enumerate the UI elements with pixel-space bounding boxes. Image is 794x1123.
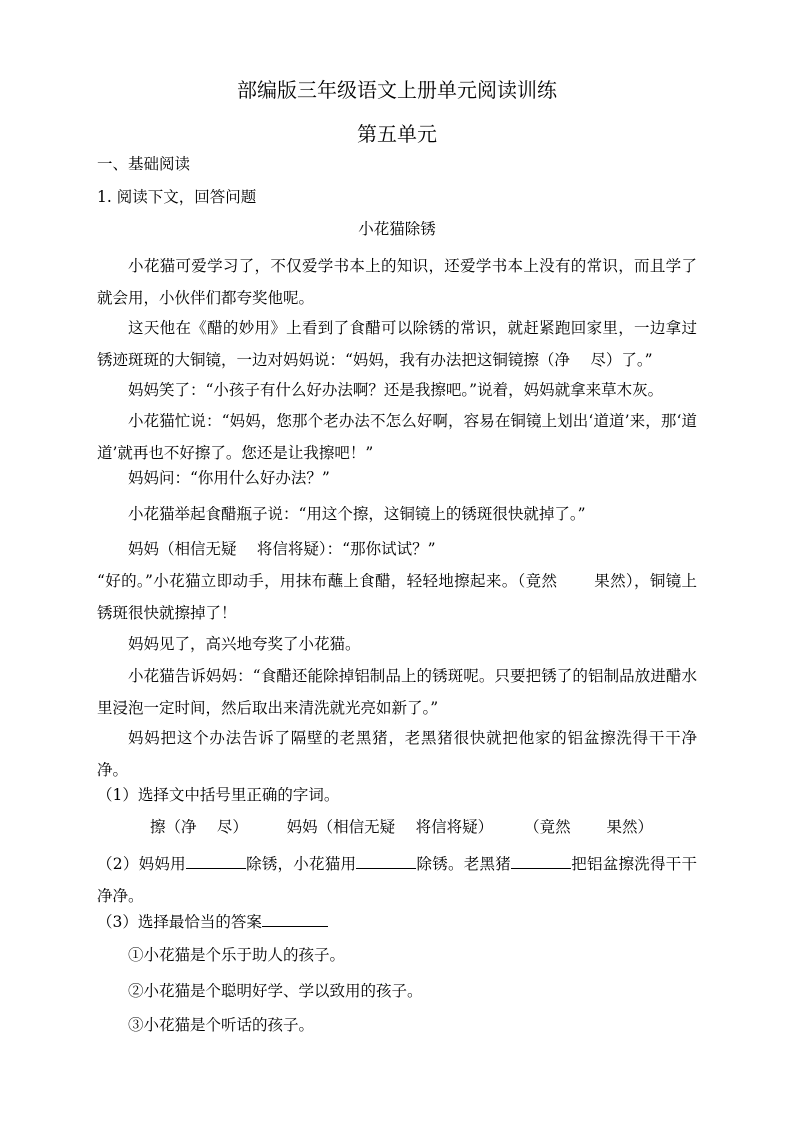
choice-item: ②小花猫是个聪明好学、学以致用的孩子。	[128, 982, 423, 1000]
story-paragraph: 妈妈见了，高兴地夸奖了小花猫。	[128, 635, 361, 653]
question-2-part: 除锈，小花猫用	[245, 855, 357, 873]
choice-item: ①小花猫是个乐于助人的孩子。	[128, 946, 346, 964]
question-2-part: （2）妈妈用	[97, 855, 186, 873]
question-1-label: （1）选择文中括号里正确的字词。	[97, 786, 340, 804]
story-paragraph: 妈妈问：“你用什么好办法？”	[128, 469, 330, 487]
answer-blank[interactable]	[262, 911, 328, 927]
story-paragraph: 小花猫告诉妈妈：“食醋还能除掉铝制品上的锈斑呢。只要把锈了的铝制品放进醋水里浸泡一定时间，然后取出来清洗就光亮如新了。”	[97, 667, 697, 717]
answer-blank[interactable]	[186, 853, 246, 869]
story-paragraph: 妈妈把这个办法告诉了隔壁的老黑猪，老黑猪很快就把他家的铝盆擦洗得干干净净。	[97, 729, 697, 779]
answer-blank[interactable]	[511, 853, 571, 869]
question-2-part: 把铝盆擦洗得干干净净。	[97, 855, 697, 905]
choice-item: ③小花猫是个听话的孩子。	[128, 1016, 315, 1034]
story-paragraph: 小花猫忙说：“妈妈，您那个老办法不怎么好啊，容易在铜镜上划出‘道道’来，那‘道道’就再也不好擦了。您还是让我擦吧！”	[97, 412, 697, 462]
story-paragraph: 妈妈（相信无疑 将信将疑）：“那你试试？”	[128, 540, 436, 558]
unit-title: 第五单元	[357, 122, 437, 146]
question-3-label: （3）选择最恰当的答案	[97, 913, 262, 931]
question-2	[97, 848, 697, 912]
section-heading: 一、基础阅读	[97, 155, 191, 173]
story-paragraph: 小花猫举起食醋瓶子说：“用这个擦，这铜镜上的锈斑很快就掉了。”	[128, 505, 586, 523]
document-title: 部编版三年级语文上册单元阅读训练	[237, 78, 557, 102]
question-intro: 1. 阅读下文，回答问题	[97, 188, 257, 206]
story-paragraph: “好的。”小花猫立即动手，用抹布蘸上食醋，轻轻地擦起来。（竟然 果然），铜镜上锈斑很快就擦掉了！	[97, 572, 697, 622]
story-paragraph: 小花猫可爱学习了，不仅爱学书本上的知识，还爱学书本上没有的常识，而且学了就会用，小伙伴们都夸奖他呢。	[97, 257, 697, 307]
question-3	[97, 911, 328, 933]
story-paragraph: 这天他在《醋的妙用》上看到了食醋可以除锈的常识，就赶紧跑回家里，一边拿过锈迹斑斑的大铜镜，一边对妈妈说：“妈妈，我有办法把这铜镜擦（净 尽）了。”	[97, 319, 697, 369]
question-1-options: 擦（净 尽） 妈妈（相信无疑 将信将疑） （竟然 果然）	[150, 818, 654, 836]
question-2-part: 除锈。老黑猪	[416, 855, 511, 873]
answer-blank[interactable]	[356, 853, 416, 869]
story-title: 小花猫除锈	[358, 220, 436, 238]
story-paragraph: 妈妈笑了：“小孩子有什么好办法啊？还是我擦吧。”说着，妈妈就拿来草木灰。	[128, 381, 664, 399]
